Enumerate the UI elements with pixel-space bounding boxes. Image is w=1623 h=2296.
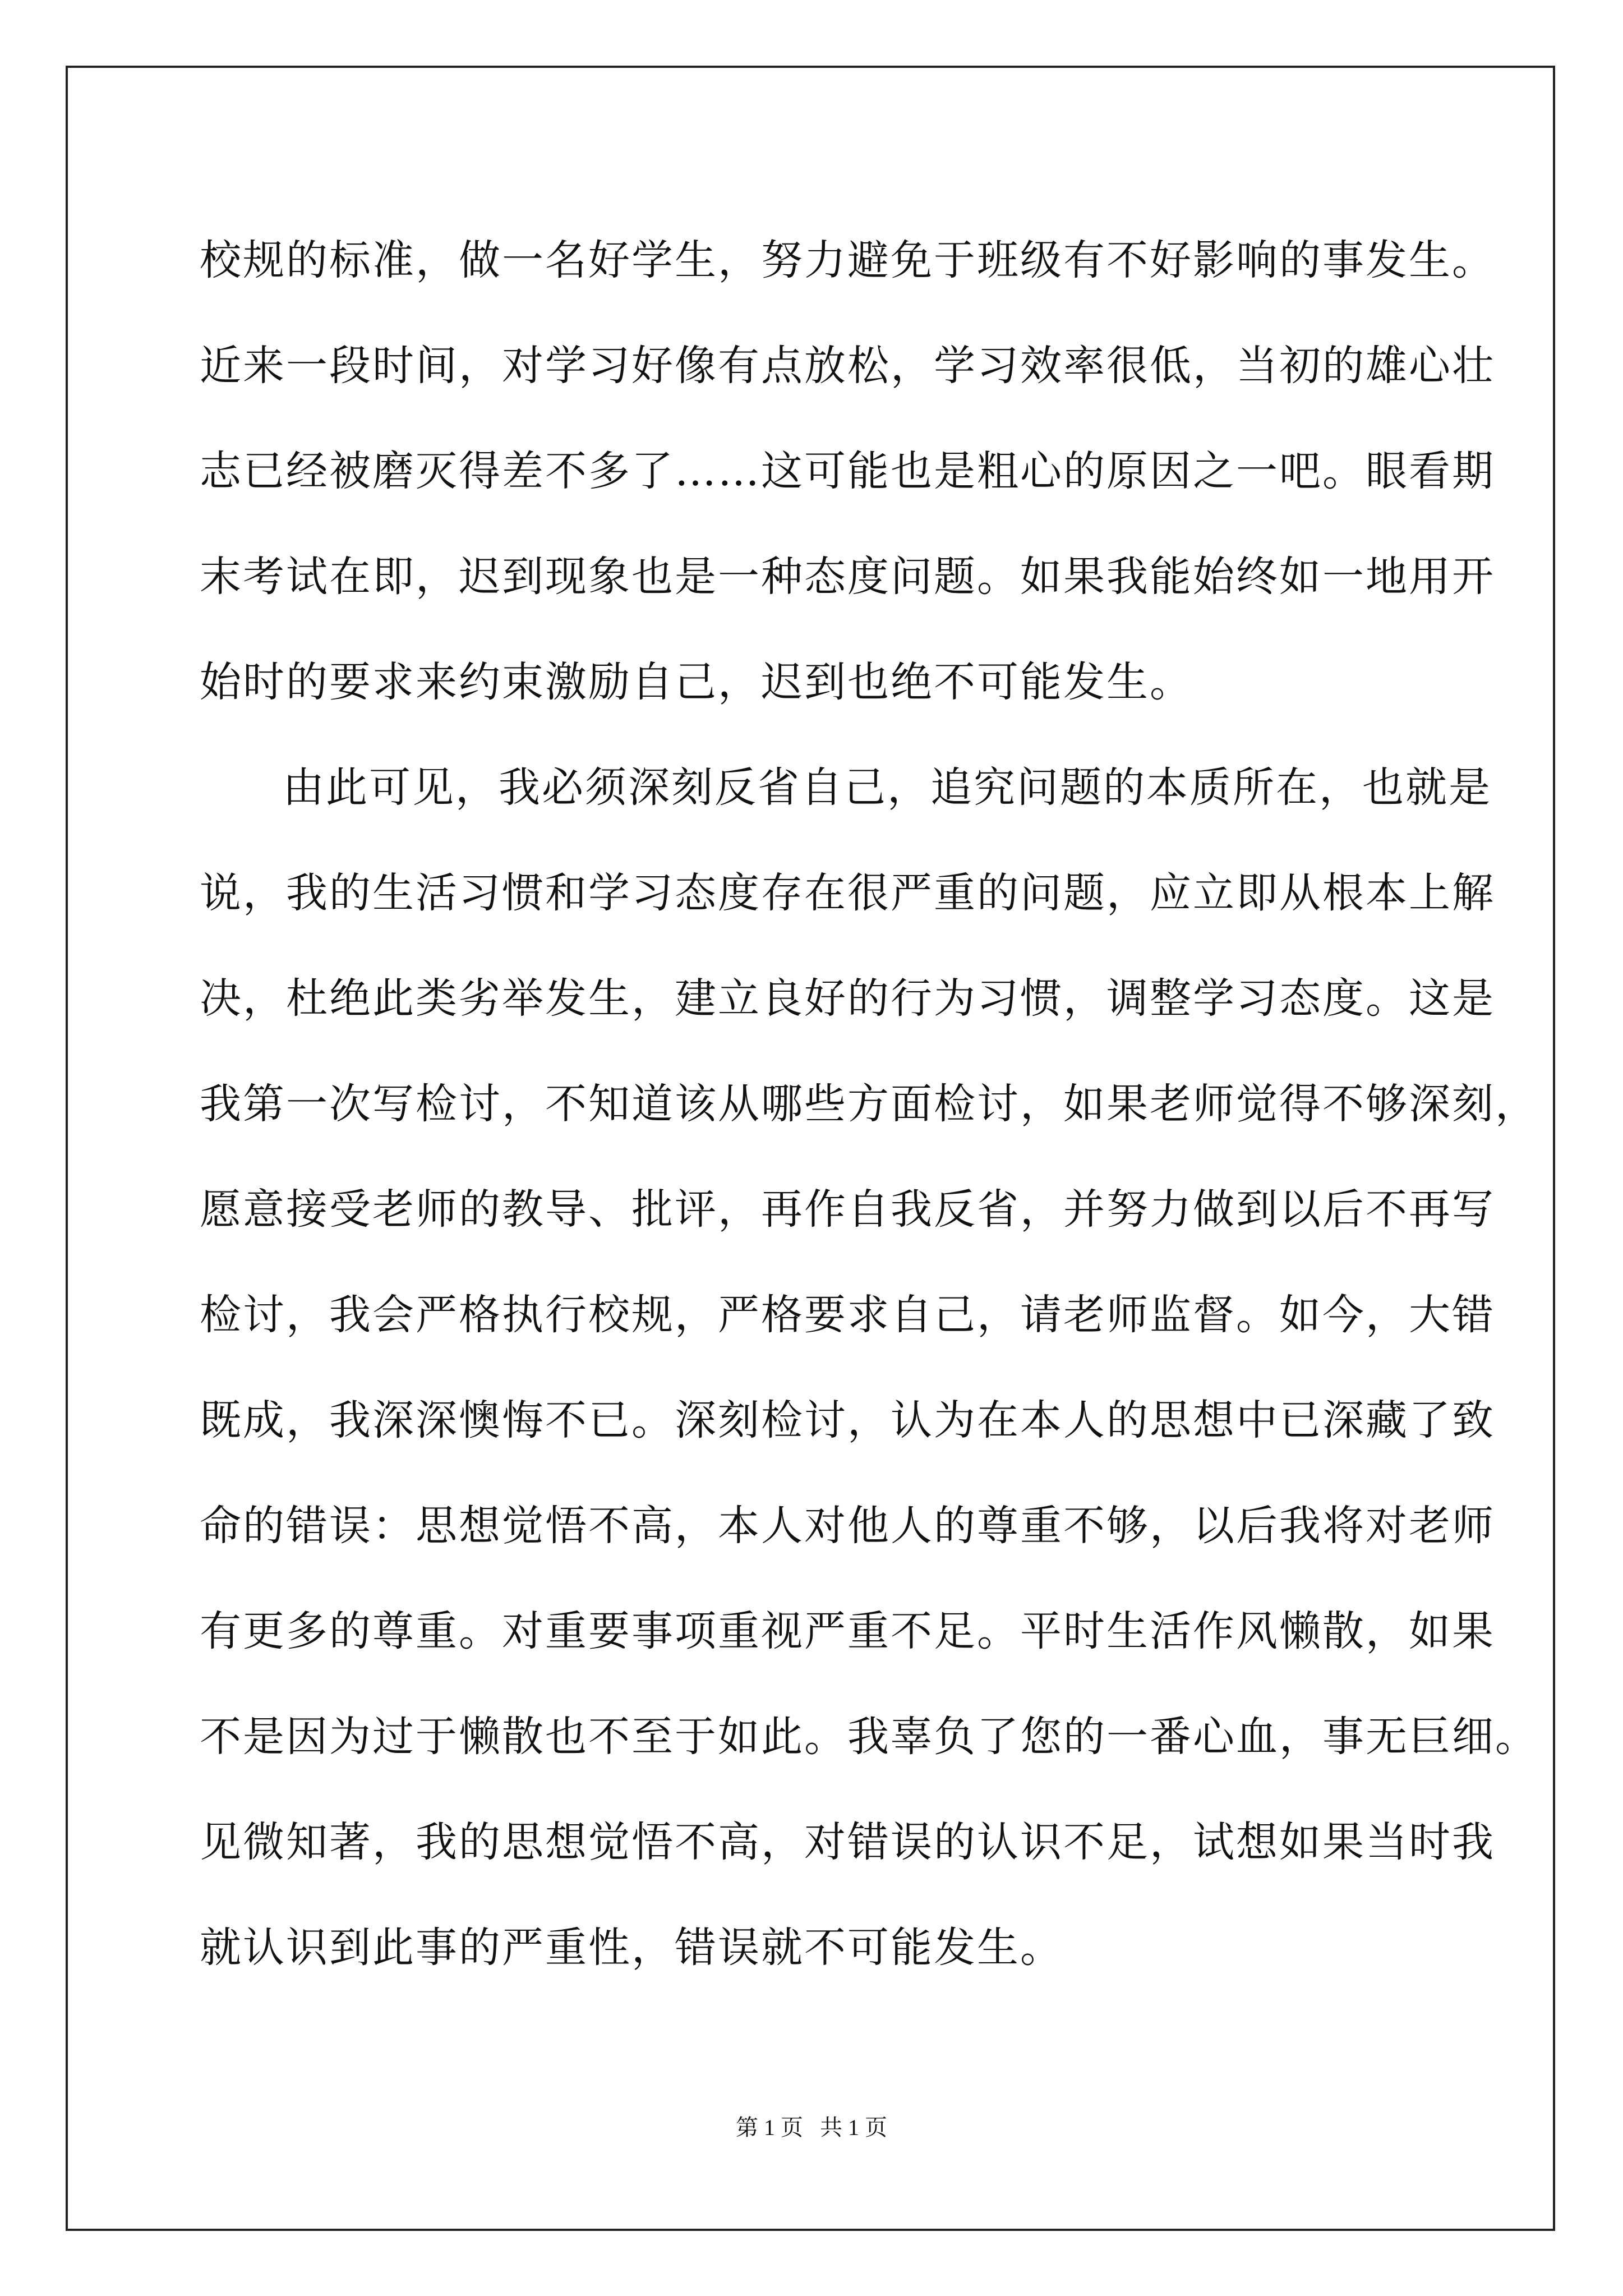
text-line: 始时的要求来约束激励自己，迟到也绝不可能发生。 <box>200 658 1193 706</box>
text-line: 见微知著，我的思想觉悟不高，对错误的认识不足，试想如果当时我 <box>200 1818 1495 1866</box>
text-line: 说，我的生活习惯和学习态度存在很严重的问题，应立即从根本上解 <box>200 869 1495 917</box>
text-line: 我第一次写检讨，不知道该从哪些方面检讨，如果老师觉得不够深刻， <box>200 1080 1538 1128</box>
text-line: 有更多的尊重。对重要事项重视严重不足。平时生活作风懒散，如果 <box>200 1607 1495 1655</box>
text-line: 近来一段时间，对学习好像有点放松，学习效率很低，当初的雄心壮 <box>200 342 1495 390</box>
text-line: 不是因为过于懒散也不至于如此。我辜负了您的一番心血，事无巨细。 <box>200 1713 1538 1761</box>
text-line: 愿意接受老师的教导、批评，再作自我反省，并努力做到以后不再写 <box>200 1185 1495 1234</box>
text-line: 校规的标准，做一名好学生，努力避免于班级有不好影响的事发生。 <box>200 236 1495 284</box>
text-line: 志已经被磨灭得差不多了……这可能也是粗心的原因之一吧。眼看期 <box>200 447 1495 495</box>
document-body <box>200 208 1538 2000</box>
paragraph-first-line: 由此可见，我必须深刻反省自己，追究问题的本质所在，也就是 <box>283 763 1492 812</box>
text-line: 既成，我深深懊悔不已。深刻检讨，认为在本人的思想中已深藏了致 <box>200 1396 1495 1444</box>
text-line: 就认识到此事的严重性，错误就不可能发生。 <box>200 1924 1063 1972</box>
text-line: 末考试在即，迟到现象也是一种态度问题。如果我能始终如一地用开 <box>200 553 1495 601</box>
text-line: 命的错误：思想觉悟不高，本人对他人的尊重不够，以后我将对老师 <box>200 1502 1495 1550</box>
text-line: 决，杜绝此类劣举发生，建立良好的行为习惯，调整学习态度。这是 <box>200 974 1495 1023</box>
text-line: 检讨，我会严格执行校规，严格要求自己，请老师监督。如今，大错 <box>200 1291 1495 1339</box>
page-number-footer: 第 1 页 共 1 页 <box>736 2115 887 2140</box>
